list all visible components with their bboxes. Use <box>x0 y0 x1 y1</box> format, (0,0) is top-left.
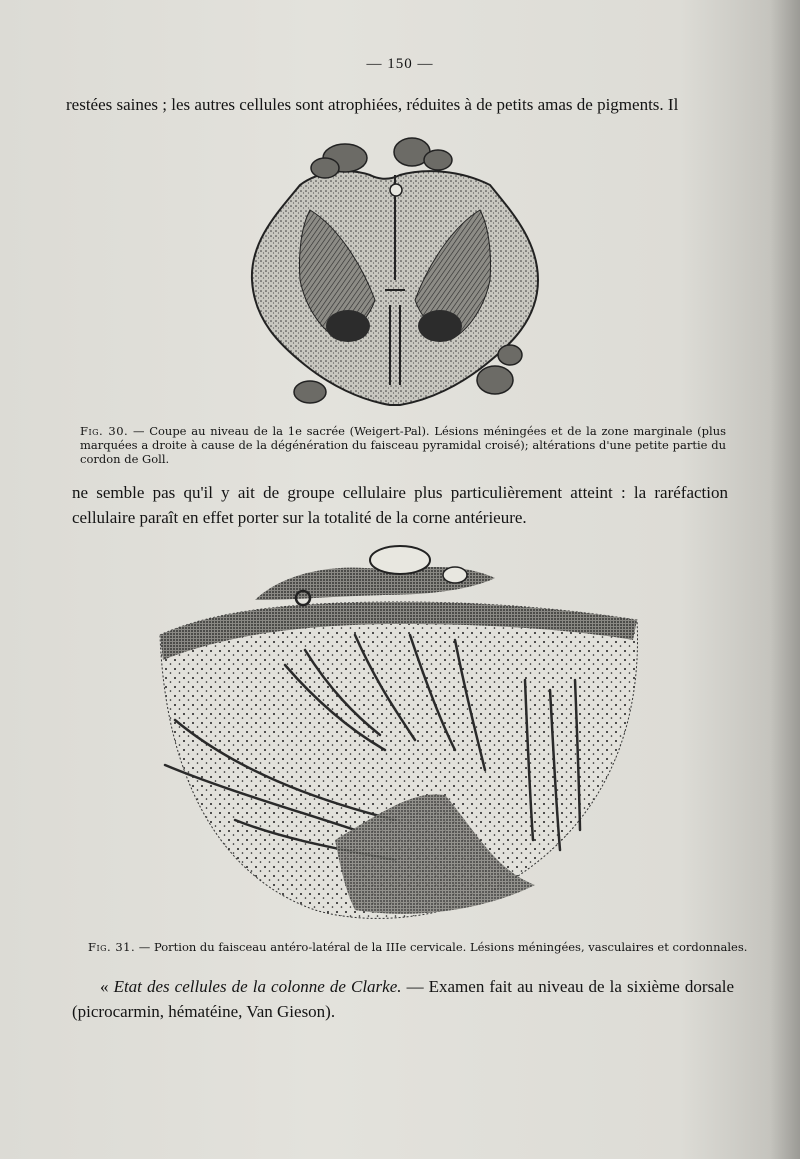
figure-30-label: Fig. 30. <box>80 424 129 438</box>
figure-31-label: Fig. 31. <box>88 940 136 954</box>
figure-30-illustration <box>240 130 550 415</box>
paragraph-bottom <box>72 974 734 1024</box>
paragraph-top: restées saines ; les autres cellules sont atrophiées, réduites à de petits amas de pigments. Il <box>66 95 679 114</box>
figure-31-illustration <box>155 540 645 930</box>
paragraph-middle: ne semble pas qu'il y ait de groupe cellulaire plus particulièrement atteint : la raréfaction cellulaire paraît en effet porter sur la totalité de la corne antérieure. <box>72 483 728 527</box>
quote-mark: « <box>100 977 114 996</box>
show-through-text <box>70 118 74 144</box>
section-title-italic: Etat des cellules de la colonne de Clarke. <box>113 977 402 996</box>
figure-30-caption-text: — Coupe au niveau de la 1e sacrée (Weigert-Pal). Lésions méningées et de la zone marginale (plus marquées a droite à cause de la dégénération du faisceau pyramidal croisé); altérations d'une petite partie du cordon de Goll. <box>80 424 726 466</box>
paragraph-bottom-text: — Examen fait au niveau de la sixième dorsale (picrocarmin, hématéine, Van Gieson). <box>72 977 735 1021</box>
figure-30-caption <box>80 424 726 466</box>
page-number: — 150 — <box>366 56 434 72</box>
binding-shadow <box>770 0 800 1159</box>
figure-31-caption <box>88 940 748 954</box>
figure-31-caption-text: — Portion du faisceau antéro-latéral de la IIIe cervicale. Lésions méningées, vasculaires et cordonnales. <box>135 940 748 954</box>
